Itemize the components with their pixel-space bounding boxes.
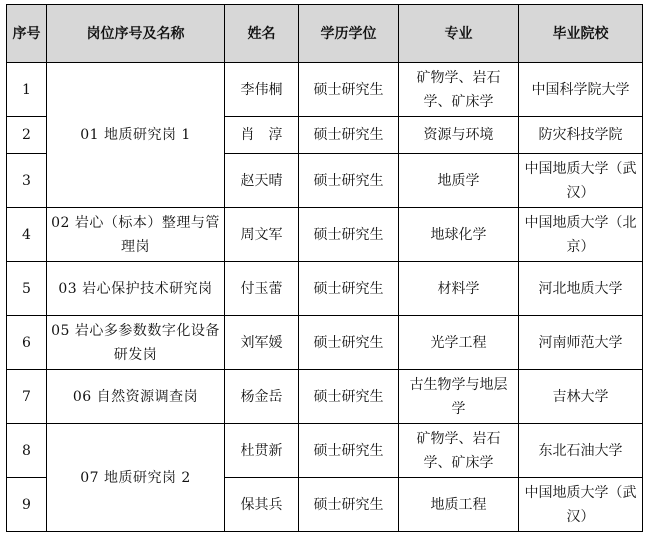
- major-cell: 矿物学、岩石学、矿床学: [399, 63, 519, 117]
- major-cell: 地质工程: [399, 478, 519, 532]
- degree-cell: 硕士研究生: [299, 262, 399, 316]
- seq-cell: 3: [7, 154, 47, 208]
- school-cell: 中国地质大学（北京）: [519, 208, 643, 262]
- major-cell: 地球化学: [399, 208, 519, 262]
- header-degree: 学历学位: [299, 5, 399, 63]
- seq-cell: 9: [7, 478, 47, 532]
- seq-cell: 7: [7, 370, 47, 424]
- seq-cell: 8: [7, 424, 47, 478]
- name-cell: 保其兵: [225, 478, 299, 532]
- major-cell: 光学工程: [399, 316, 519, 370]
- header-name: 姓名: [225, 5, 299, 63]
- name-cell: 赵天晴: [225, 154, 299, 208]
- seq-cell: 2: [7, 117, 47, 154]
- table-row: [7, 316, 643, 370]
- header-seq: 序号: [7, 5, 47, 63]
- degree-cell: 硕士研究生: [299, 478, 399, 532]
- table-row: [7, 370, 643, 424]
- table-row: [7, 63, 643, 117]
- header-major: 专业: [399, 5, 519, 63]
- seq-cell: 6: [7, 316, 47, 370]
- school-cell: 中国科学院大学: [519, 63, 643, 117]
- name-cell: 杨金岳: [225, 370, 299, 424]
- roster-table: [6, 4, 643, 532]
- seq-cell: 1: [7, 63, 47, 117]
- table-row: [7, 208, 643, 262]
- name-cell: 刘军媛: [225, 316, 299, 370]
- header-school: 毕业院校: [519, 5, 643, 63]
- position-cell: 03 岩心保护技术研究岗: [47, 262, 225, 316]
- name-cell: 付玉蕾: [225, 262, 299, 316]
- seq-cell: 5: [7, 262, 47, 316]
- table-row: [7, 262, 643, 316]
- header-position: 岗位序号及名称: [47, 5, 225, 63]
- major-cell: 古生物学与地层学: [399, 370, 519, 424]
- degree-cell: 硕士研究生: [299, 208, 399, 262]
- header-row: [7, 5, 643, 63]
- position-cell: 01 地质研究岗 1: [47, 63, 225, 208]
- major-cell: 资源与环境: [399, 117, 519, 154]
- position-cell: 02 岩心（标本）整理与管理岗: [47, 208, 225, 262]
- position-cell: 06 自然资源调查岗: [47, 370, 225, 424]
- table-row: [7, 424, 643, 478]
- school-cell: 防灾科技学院: [519, 117, 643, 154]
- school-cell: 河南师范大学: [519, 316, 643, 370]
- name-cell: 肖 淳: [225, 117, 299, 154]
- degree-cell: 硕士研究生: [299, 424, 399, 478]
- degree-cell: 硕士研究生: [299, 316, 399, 370]
- name-cell: 李伟桐: [225, 63, 299, 117]
- school-cell: 中国地质大学（武汉）: [519, 478, 643, 532]
- school-cell: 东北石油大学: [519, 424, 643, 478]
- seq-cell: 4: [7, 208, 47, 262]
- school-cell: 中国地质大学（武汉）: [519, 154, 643, 208]
- degree-cell: 硕士研究生: [299, 117, 399, 154]
- major-cell: 材料学: [399, 262, 519, 316]
- position-cell: 07 地质研究岗 2: [47, 424, 225, 532]
- school-cell: 吉林大学: [519, 370, 643, 424]
- position-cell: 05 岩心多参数数字化设备研发岗: [47, 316, 225, 370]
- major-cell: 地质学: [399, 154, 519, 208]
- degree-cell: 硕士研究生: [299, 370, 399, 424]
- school-cell: 河北地质大学: [519, 262, 643, 316]
- name-cell: 杜贯新: [225, 424, 299, 478]
- degree-cell: 硕士研究生: [299, 63, 399, 117]
- name-cell: 周文军: [225, 208, 299, 262]
- degree-cell: 硕士研究生: [299, 154, 399, 208]
- major-cell: 矿物学、岩石学、矿床学: [399, 424, 519, 478]
